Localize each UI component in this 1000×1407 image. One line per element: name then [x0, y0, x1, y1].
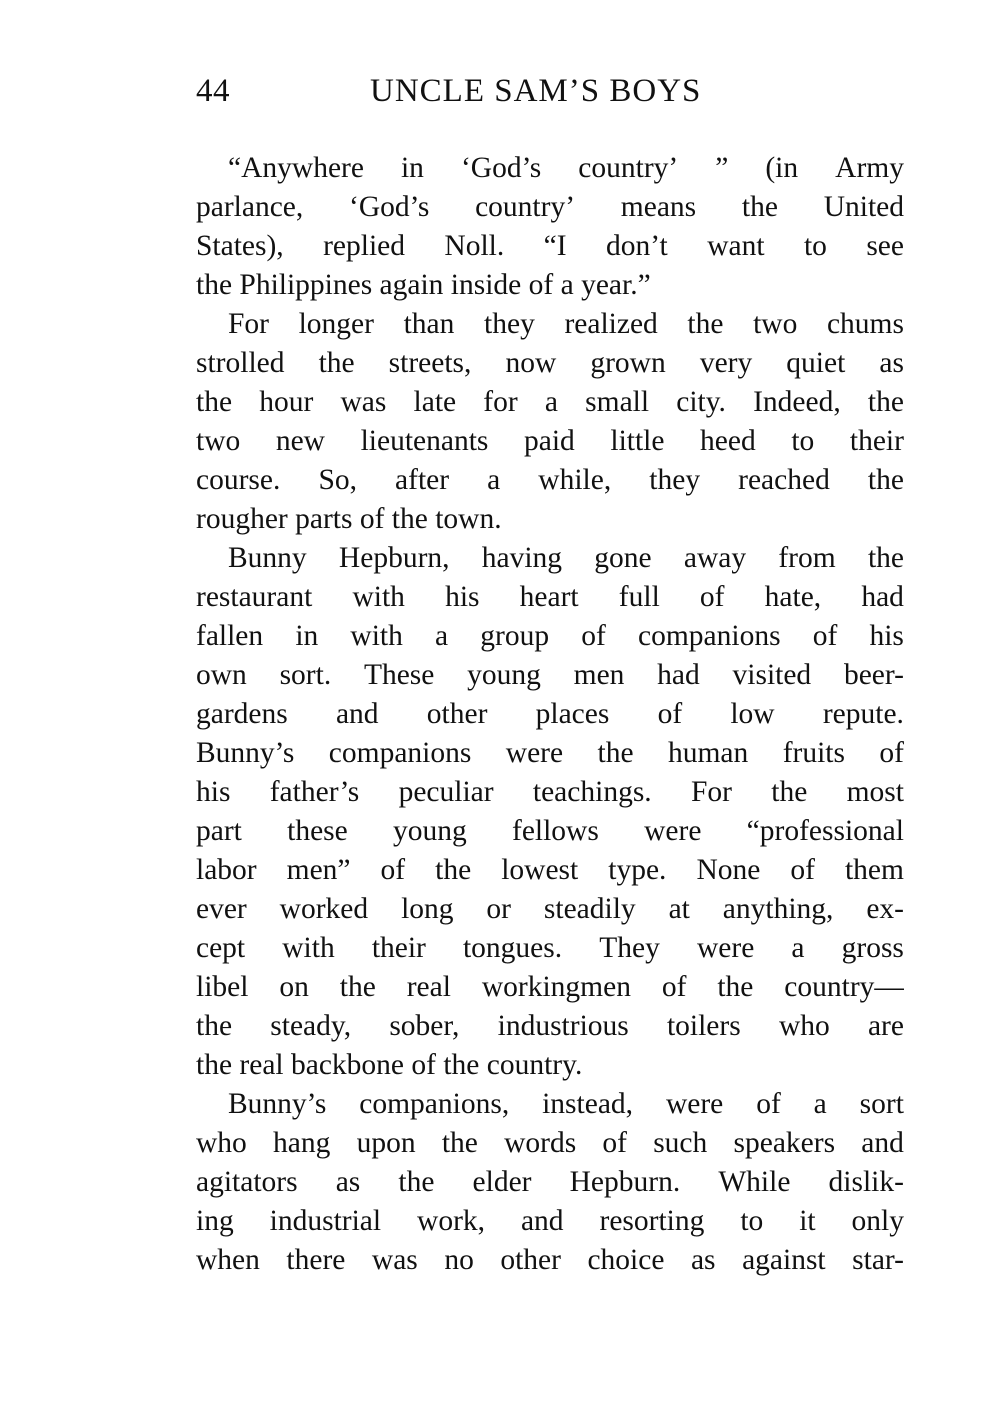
text-line: labor men” of the lowest type. None of them — [196, 854, 904, 886]
text-line: who hang upon the words of such speakers and — [196, 1127, 904, 1159]
text-line: Bunny’s companions were the human fruits of — [196, 737, 904, 769]
paragraph-1 — [196, 149, 904, 305]
text-line: cept with their tongues. They were a gross — [196, 932, 904, 964]
text-line: libel on the real workingmen of the country— — [196, 971, 904, 1003]
text-line: the real backbone of the country. — [196, 1049, 583, 1081]
text-line: two new lieutenants paid little heed to their — [196, 425, 904, 457]
text-line: “Anywhere in ‘God’s country’ ” (in Army — [228, 152, 904, 184]
text-line: own sort. These young men had visited beer- — [196, 659, 904, 691]
text-line: course. So, after a while, they reached the — [196, 464, 904, 496]
text-line: the steady, sober, industrious toilers who are — [196, 1010, 904, 1042]
text-line: parlance, ‘God’s country’ means the United — [196, 191, 904, 223]
text-line: strolled the streets, now grown very quiet as — [196, 347, 904, 379]
text-line: rougher parts of the town. — [196, 503, 502, 535]
text-line: restaurant with his heart full of hate, had — [196, 581, 904, 613]
text-line: States), replied Noll. “I don’t want to see — [196, 230, 904, 262]
text-line: the hour was late for a small city. Indeed, the — [196, 386, 904, 418]
paragraph-4 — [196, 1085, 904, 1280]
text-line: Bunny’s companions, instead, were of a sort — [228, 1088, 904, 1120]
text-line: ing industrial work, and resorting to it only — [196, 1205, 904, 1237]
text-line: gardens and other places of low repute. — [196, 698, 904, 730]
running-title: UNCLE SAM’S BOYS — [370, 73, 702, 109]
page-number: 44 — [196, 73, 230, 109]
paragraph-2 — [196, 305, 904, 539]
paragraph-3 — [196, 539, 904, 1085]
text-line: part these young fellows were “professional — [196, 815, 904, 847]
body-text — [196, 149, 904, 1280]
text-line: his father’s peculiar teachings. For the most — [196, 776, 904, 808]
text-line: ever worked long or steadily at anything, ex- — [196, 893, 904, 925]
running-header — [196, 66, 906, 116]
text-line: the Philippines again inside of a year.” — [196, 269, 651, 301]
text-line: fallen in with a group of companions of his — [196, 620, 904, 652]
text-line: when there was no other choice as against star- — [196, 1244, 904, 1276]
text-line: agitators as the elder Hepburn. While dislik- — [196, 1166, 904, 1198]
text-line: For longer than they realized the two chums — [228, 308, 904, 340]
text-line: Bunny Hepburn, having gone away from the — [228, 542, 904, 574]
